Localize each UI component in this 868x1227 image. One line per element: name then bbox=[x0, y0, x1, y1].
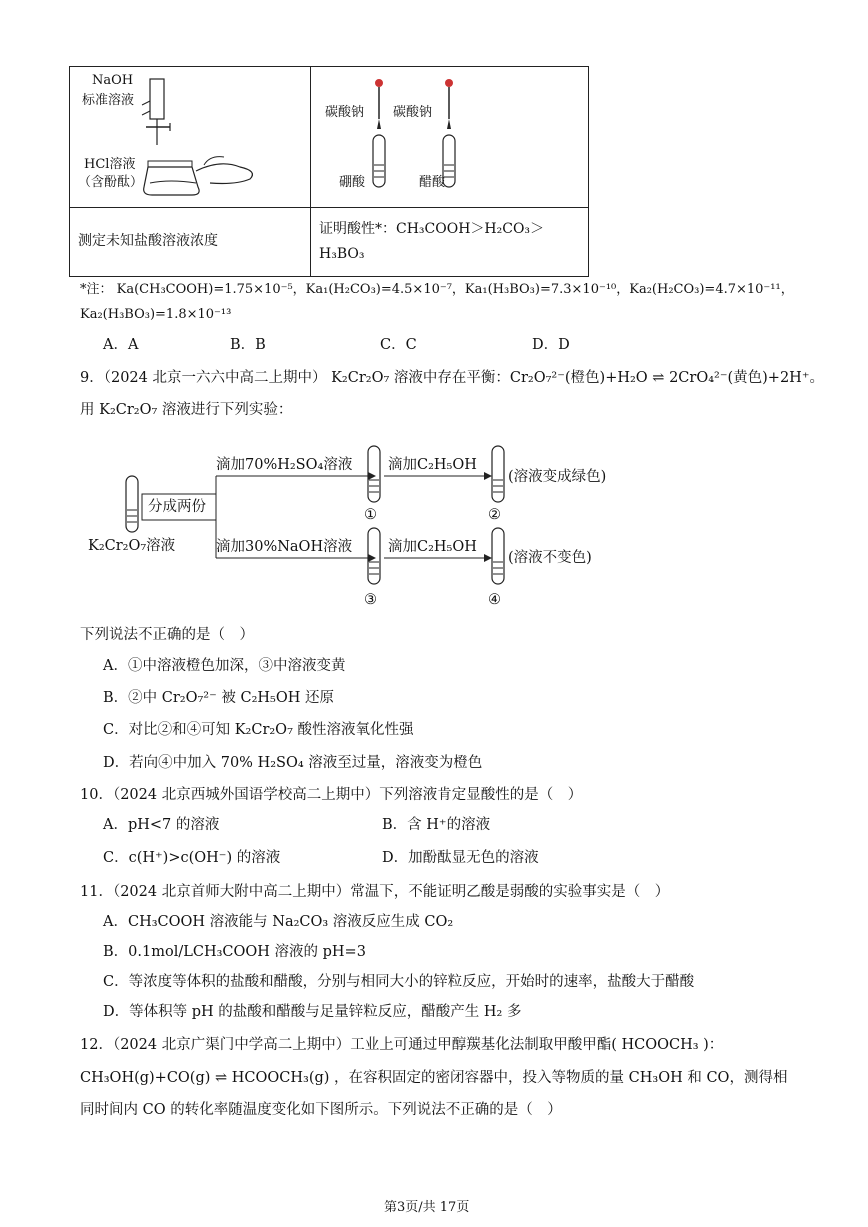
std-solution-label: 标准溶液 bbox=[82, 93, 135, 108]
reagent-label-2: 碳酸钠 bbox=[393, 105, 433, 120]
note-line-2: Ka₂(H₃BO₃)=1.8×10⁻¹³ bbox=[80, 307, 232, 322]
start-solution-label: K₂Cr₂O₇溶液 bbox=[88, 538, 176, 554]
acid-label-2: 醋酸 bbox=[419, 175, 446, 190]
q11-option-c: C．等浓度等体积的盐酸和醋酸，分别与相同大小的锌粒反应，开始时的速率，盐酸大于醋酸 bbox=[103, 974, 695, 990]
q12-stem-2: CH₃OH(g)+CO(g) ⇌ HCOOCH₃(g) ，在容积固定的密闭容器中，投入等物质的量 CH₃OH 和 CO，测得相 bbox=[80, 1070, 788, 1086]
q8-option-d: D．D bbox=[532, 337, 570, 353]
q8-option-c: C．C bbox=[380, 337, 417, 353]
q8-option-b: B．B bbox=[230, 337, 266, 353]
q9-stem-1: 9．（2024 北京一六六中高二上期中） K₂Cr₂O₇ 溶液中存在平衡：Cr₂O₇²⁻(橙色)+H₂O ⇌ 2CrO₄²⁻(黄色)+2H⁺。 bbox=[80, 370, 824, 386]
table-cell-purpose-1 bbox=[70, 208, 310, 276]
q11-option-a: A．CH₃COOH 溶液能与 Na₂CO₃ 溶液反应生成 CO₂ bbox=[103, 914, 454, 930]
naoh-label: NaOH bbox=[92, 73, 134, 88]
q9-stem-2: 用 K₂Cr₂O₇ 溶液进行下列实验： bbox=[80, 402, 293, 418]
q8-option-a: A．A bbox=[103, 337, 139, 353]
q9-option-d: D．若向④中加入 70% H₂SO₄ 溶液至过量，溶液变为橙色 bbox=[103, 755, 483, 771]
split-label: 分成两份 bbox=[148, 499, 206, 515]
q11-stem: 11．（2024 北京首师大附中高二上期中）常温下，不能证明乙酸是弱酸的实验事实是（ ） bbox=[80, 884, 670, 900]
reagent-label-1: 碳酸钠 bbox=[325, 105, 365, 120]
q11-option-b: B．0.1mol/LCH₃COOH 溶液的 pH=3 bbox=[103, 944, 366, 960]
q12-stem-3: 同时间内 CO 的转化率随温度变化如下图所示。下列说法不正确的是（ ） bbox=[80, 1102, 562, 1118]
acid-label-1: 硼酸 bbox=[339, 175, 366, 190]
bottom-reagent-label: 滴加30%NaOH溶液 bbox=[216, 539, 353, 555]
titration-apparatus-icon bbox=[140, 75, 290, 205]
top-reagent-label: 滴加70%H₂SO₄溶液 bbox=[216, 457, 353, 473]
ethanol-label-1: 滴加C₂H₅OH bbox=[388, 457, 477, 473]
q9-option-b: B．②中 Cr₂O₇²⁻ 被 C₂H₅OH 还原 bbox=[103, 690, 334, 706]
hcl-label: HCl溶液 bbox=[84, 157, 136, 172]
q10-option-b: B．含 H⁺的溶液 bbox=[382, 817, 491, 833]
acid-strength-figure bbox=[311, 67, 588, 207]
result-bottom-label: (溶液不变色) bbox=[508, 550, 592, 566]
q9-option-a: A．①中溶液橙色加深，③中溶液变黄 bbox=[103, 658, 346, 674]
indicator-label: （含酚酞） bbox=[78, 175, 144, 190]
q10-option-c: C．c(H⁺)>c(OH⁻) 的溶液 bbox=[103, 850, 281, 866]
q9-question: 下列说法不正确的是（ ） bbox=[80, 627, 254, 643]
q9-option-c: C．对比②和④可知 K₂Cr₂O₇ 酸性溶液氧化性强 bbox=[103, 722, 414, 738]
q10-stem: 10．（2024 北京西城外国语学校高二上期中）下列溶液肯定显酸性的是（ ） bbox=[80, 787, 583, 803]
tube-number-1: ① bbox=[364, 507, 377, 523]
q10-option-a: A．pH<7 的溶液 bbox=[103, 817, 220, 833]
ethanol-label-2: 滴加C₂H₅OH bbox=[388, 539, 477, 555]
note-line-1: *注： Ka(CH₃COOH)=1.75×10⁻⁵，Ka₁(H₂CO₃)=4.5×10⁻⁷，Ka₁(H₃BO₃)=7.3×10⁻¹⁰，Ka₂(H₂CO₃)=4.7×10⁻¹¹， bbox=[80, 282, 794, 297]
result-top-label: (溶液变成绿色) bbox=[508, 469, 607, 485]
dropper-tubes-icon bbox=[371, 75, 471, 205]
experiment-table bbox=[69, 66, 589, 277]
q11-option-d: D．等体积等 pH 的盐酸和醋酸与足量锌粒反应，醋酸产生 H₂ 多 bbox=[103, 1004, 522, 1020]
purpose-text-1: 测定未知盐酸溶液浓度 bbox=[78, 233, 218, 249]
tube-number-3: ③ bbox=[364, 592, 377, 608]
page-footer: 第3页/共 17页 bbox=[384, 1200, 470, 1215]
q10-option-d: D．加酚酞显无色的溶液 bbox=[382, 850, 539, 866]
q12-stem-1: 12．（2024 北京广渠门中学高二上期中）工业上可通过甲醇羰基化法制取甲酸甲酯( HCOOCH₃ )： bbox=[80, 1037, 724, 1053]
tube-number-2: ② bbox=[488, 507, 501, 523]
titration-figure bbox=[70, 67, 310, 207]
purpose-text-2b: H₃BO₃ bbox=[319, 246, 365, 262]
table-cell-purpose-2 bbox=[311, 208, 588, 276]
purpose-text-2a: 证明酸性*：CH₃COOH＞H₂CO₃＞ bbox=[319, 221, 545, 237]
tube-number-4: ④ bbox=[488, 592, 501, 608]
